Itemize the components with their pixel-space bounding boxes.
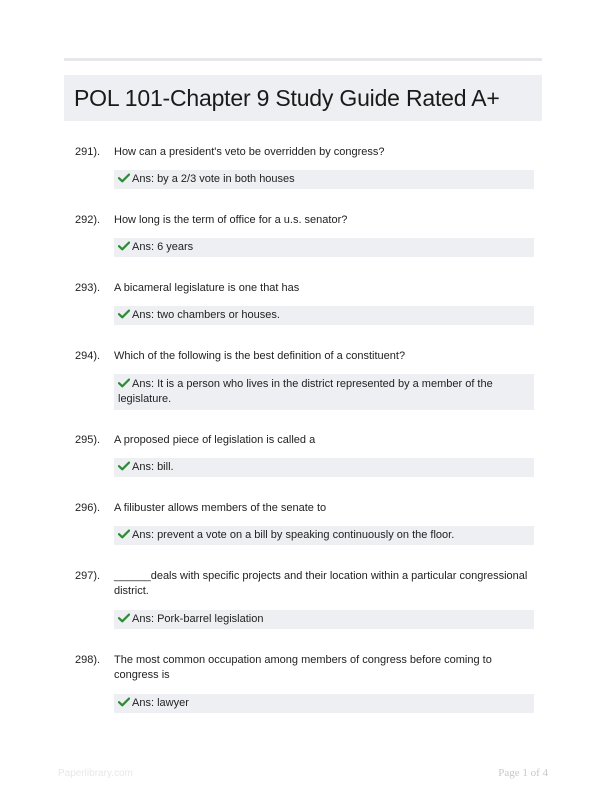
question-number: 298). <box>75 654 101 666</box>
answer-box <box>114 694 534 713</box>
answer-text: Ans: It is a person who lives in the district represented by a member of the legislature. <box>118 378 493 405</box>
answer-box <box>114 374 534 410</box>
check-icon <box>118 613 130 623</box>
question-text: How long is the term of office for a u.s. senator? <box>114 214 348 226</box>
question-number: 296). <box>75 502 101 514</box>
check-icon <box>118 241 130 251</box>
answer-box <box>114 238 534 257</box>
question-text: The most common occupation among members of congress before coming to congress is <box>114 654 492 681</box>
answer-text: Ans: prevent a vote on a bill by speaking continuously on the floor. <box>132 529 455 541</box>
question-number: 293). <box>75 282 101 294</box>
check-icon <box>118 173 130 183</box>
question-number: 294). <box>75 350 101 362</box>
answer-text: Ans: bill. <box>132 461 174 473</box>
answer-text: Ans: Pork-barrel legislation <box>132 613 264 625</box>
answer-text: Ans: by a 2/3 vote in both houses <box>132 173 295 185</box>
question-number: 291). <box>75 146 101 158</box>
answer-text: Ans: lawyer <box>132 697 189 709</box>
question-number: 292). <box>75 214 101 226</box>
answer-box <box>114 306 534 325</box>
title-bar <box>64 75 542 121</box>
question-text: ______deals with specific projects and their location within a particular congressional district. <box>114 570 528 597</box>
check-icon <box>118 461 130 471</box>
question-text: How can a president's veto be overridden by congress? <box>114 146 385 158</box>
question-text: A bicameral legislature is one that has <box>114 282 300 294</box>
answer-box <box>114 170 534 189</box>
answer-text: Ans: two chambers or houses. <box>132 309 280 321</box>
top-divider <box>64 58 542 61</box>
page-title: POL 101-Chapter 9 Study Guide Rated A+ <box>74 84 500 111</box>
page-indicator: Page 1 of 4 <box>498 767 548 779</box>
check-icon <box>118 697 130 707</box>
answer-box <box>114 458 534 477</box>
question-text: Which of the following is the best definition of a constituent? <box>114 350 406 362</box>
answer-text: Ans: 6 years <box>132 241 194 253</box>
check-icon <box>118 309 130 319</box>
answer-box <box>114 610 534 629</box>
check-icon <box>118 378 130 388</box>
question-number: 295). <box>75 434 101 446</box>
check-icon <box>118 529 130 539</box>
question-text: A proposed piece of legislation is called a <box>114 434 316 446</box>
question-text: A filibuster allows members of the senate to <box>114 502 327 514</box>
answer-box <box>114 526 534 545</box>
question-number: 297). <box>75 570 101 582</box>
footer-watermark: Paperlibrary.com <box>58 768 133 779</box>
